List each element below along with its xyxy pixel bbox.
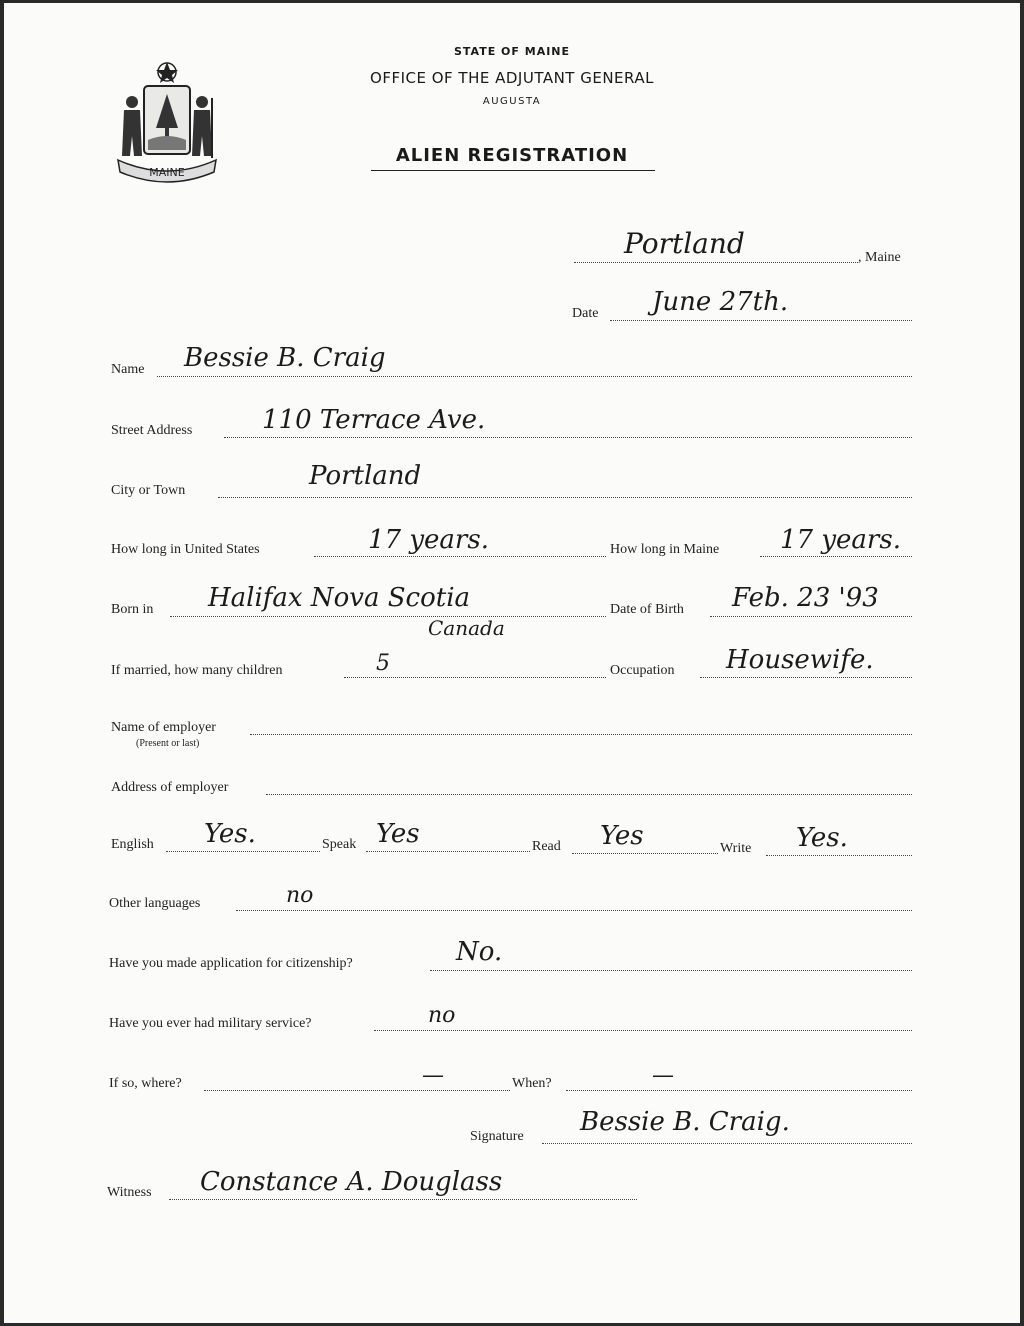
where-value: — xyxy=(422,1063,444,1088)
form-title: ALIEN REGISTRATION xyxy=(395,145,629,166)
city-heading: AUGUSTA xyxy=(482,96,542,107)
us-years-label: How long in United States xyxy=(111,542,260,557)
name-line xyxy=(157,376,912,377)
employer-sublabel: (Present or last) xyxy=(136,738,200,749)
date-label: Date xyxy=(572,306,599,321)
state-heading: STATE OF MAINE xyxy=(453,45,571,58)
witness-label: Witness xyxy=(107,1185,152,1200)
born-label: Born in xyxy=(111,602,154,617)
name-label: Name xyxy=(111,362,145,377)
where-label: If so, where? xyxy=(109,1076,182,1091)
title-underline xyxy=(371,170,655,171)
speak-line xyxy=(366,851,530,852)
occupation-label: Occupation xyxy=(610,663,675,678)
maine-years-line xyxy=(760,556,912,557)
svg-text:MAINE: MAINE xyxy=(149,166,185,179)
other-languages-line xyxy=(236,910,912,911)
signature-line xyxy=(542,1143,912,1144)
office-heading: OFFICE OF THE ADJUTANT GENERAL xyxy=(370,69,654,87)
signature-value: Bessie B. Craig. xyxy=(580,1107,790,1137)
us-years-line xyxy=(314,556,606,557)
name-value: Bessie B. Craig xyxy=(184,343,386,373)
signature-label: Signature xyxy=(470,1129,524,1144)
where-line xyxy=(204,1090,510,1091)
speak-label: Speak xyxy=(322,837,357,852)
born-country-value: Canada xyxy=(428,616,505,640)
occupation-value: Housewife. xyxy=(726,645,874,675)
city-line xyxy=(218,497,912,498)
place-line xyxy=(574,262,858,263)
city-label: City or Town xyxy=(111,483,186,498)
city-value: Portland xyxy=(309,461,422,491)
employer-address-label: Address of employer xyxy=(111,780,229,795)
when-value: — xyxy=(652,1063,674,1088)
citizenship-line xyxy=(430,970,912,971)
other-languages-value: no xyxy=(286,883,314,908)
write-value: Yes. xyxy=(796,823,848,853)
employer-label: Name of employer xyxy=(111,720,216,735)
place-value: Portland xyxy=(624,227,745,260)
maine-years-label: How long in Maine xyxy=(610,542,720,557)
military-label: Have you ever had military service? xyxy=(109,1016,312,1031)
write-label: Write xyxy=(720,841,752,856)
write-line xyxy=(766,855,912,856)
other-languages-label: Other languages xyxy=(109,896,201,911)
english-line xyxy=(166,851,320,852)
employer-line xyxy=(250,734,912,735)
occupation-line xyxy=(700,677,912,678)
when-label: When? xyxy=(512,1076,552,1091)
citizenship-value: No. xyxy=(456,937,503,967)
english-label: English xyxy=(111,837,154,852)
born-line xyxy=(170,616,606,617)
citizenship-label: Have you made application for citizenship? xyxy=(109,956,353,971)
registration-form xyxy=(4,3,1020,1323)
dob-label: Date of Birth xyxy=(610,602,684,617)
us-years-value: 17 years. xyxy=(368,525,489,555)
employer-address-line xyxy=(266,794,912,795)
military-value: no xyxy=(428,1003,456,1028)
english-value: Yes. xyxy=(204,819,256,849)
place-suffix: , Maine xyxy=(858,250,901,265)
street-value: 110 Terrace Ave. xyxy=(262,405,486,435)
street-label: Street Address xyxy=(111,423,193,438)
dob-line xyxy=(710,616,912,617)
dob-value: Feb. 23 '93 xyxy=(732,583,879,613)
read-line xyxy=(572,853,718,854)
when-line xyxy=(566,1090,912,1091)
children-value: 5 xyxy=(376,651,390,676)
street-line xyxy=(224,437,912,438)
witness-line xyxy=(169,1199,637,1200)
read-value: Yes xyxy=(600,821,644,851)
witness-value: Constance A. Douglass xyxy=(200,1167,503,1197)
children-label: If married, how many children xyxy=(111,663,283,678)
maine-years-value: 17 years. xyxy=(780,525,901,555)
speak-value: Yes xyxy=(376,819,420,849)
born-value: Halifax Nova Scotia xyxy=(208,583,471,613)
read-label: Read xyxy=(532,839,561,854)
date-value: June 27th. xyxy=(652,287,789,317)
date-line xyxy=(610,320,912,321)
